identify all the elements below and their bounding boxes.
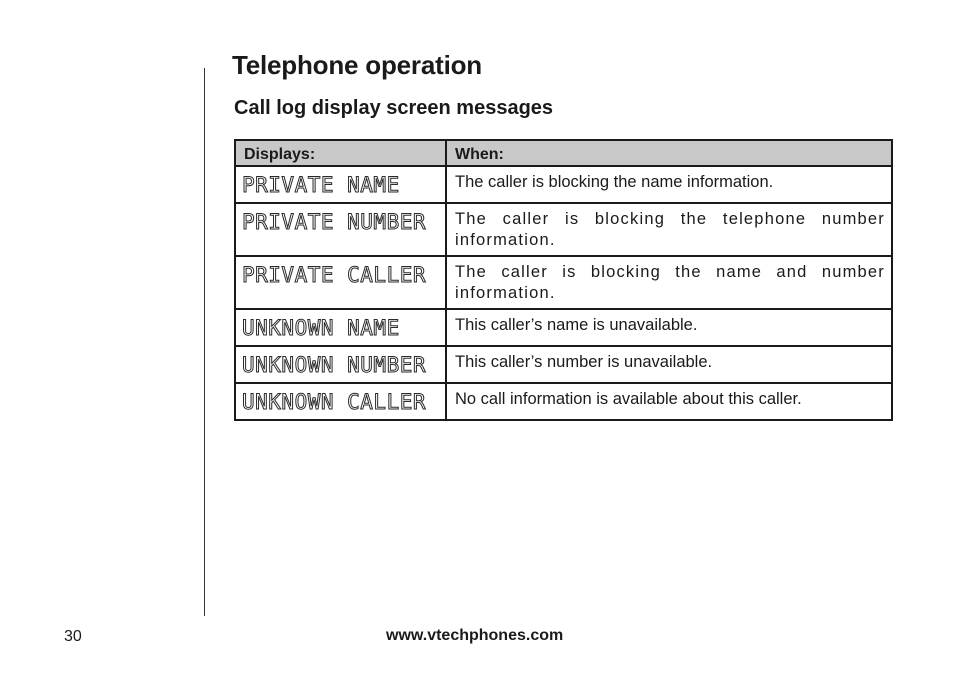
display-message: UNKNOWN CALLER — [235, 383, 446, 420]
message-explanation: The caller is blocking the name information. — [446, 166, 892, 203]
table-row — [235, 166, 892, 203]
message-explanation: The caller is blocking the telephone number information. — [446, 203, 892, 256]
section-title: Call log display screen messages — [234, 97, 554, 119]
column-header-displays: Displays: — [235, 140, 446, 166]
footer-url: www.vtechphones.com — [386, 627, 564, 644]
message-explanation: This caller’s number is unavailable. — [446, 346, 892, 383]
table-header-row — [235, 140, 892, 166]
display-message: PRIVATE NAME — [235, 166, 446, 203]
table-row — [235, 309, 892, 346]
column-header-when: When: — [446, 140, 892, 166]
display-message: UNKNOWN NUMBER — [235, 346, 446, 383]
table-row — [235, 346, 892, 383]
message-explanation: The caller is blocking the name and number information. — [446, 256, 892, 309]
message-explanation: This caller’s name is unavailable. — [446, 309, 892, 346]
table-row — [235, 383, 892, 420]
display-message: UNKNOWN NAME — [235, 309, 446, 346]
page-title: Telephone operation — [232, 50, 482, 80]
margin-rule — [204, 68, 205, 616]
call-log-messages-table — [234, 139, 893, 421]
page-number: 30 — [64, 628, 82, 645]
display-message: PRIVATE NUMBER — [235, 203, 446, 256]
message-explanation: No call information is available about this caller. — [446, 383, 892, 420]
table-row — [235, 256, 892, 309]
table-row — [235, 203, 892, 256]
display-message: PRIVATE CALLER — [235, 256, 446, 309]
